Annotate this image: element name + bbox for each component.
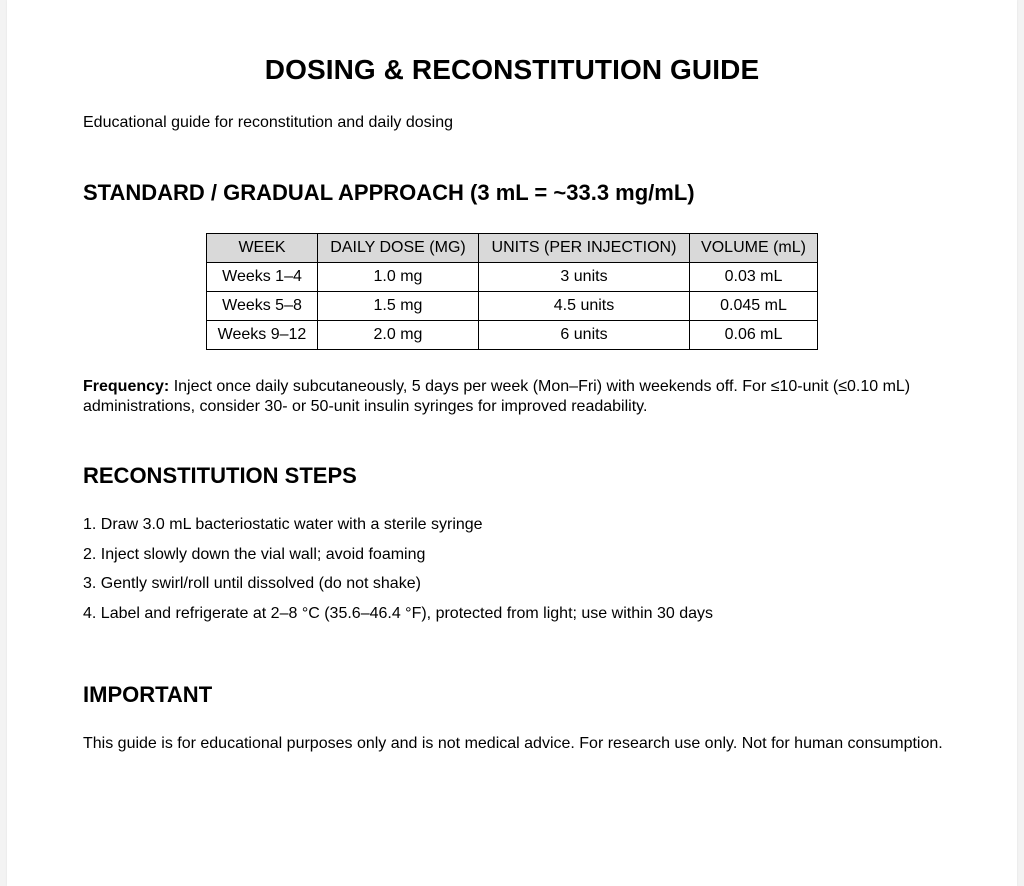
list-item: 4. Label and refrigerate at 2–8 °C (35.6–46.4 °F), protected from light; use within 30 days	[83, 605, 714, 623]
column-header-volume: VOLUME (mL)	[690, 234, 818, 263]
list-item: 2. Inject slowly down the vial wall; avoid foaming	[83, 545, 426, 563]
table-cell-daily-dose: 2.0 mg	[318, 321, 479, 350]
table-cell-units: 6 units	[479, 321, 690, 350]
table-row	[207, 263, 818, 292]
table-cell-week: Weeks 9–12	[207, 321, 318, 350]
document-page	[7, 0, 1017, 886]
table-row	[207, 321, 818, 350]
column-header-units: UNITS (PER INJECTION)	[479, 234, 690, 263]
approach-heading: STANDARD / GRADUAL APPROACH (3 mL = ~33.3 mg/mL)	[83, 180, 695, 205]
page-title: DOSING & RECONSTITUTION GUIDE	[264, 54, 760, 85]
list-item: 3. Gently swirl/roll until dissolved (do not shake)	[83, 575, 421, 593]
column-header-week: WEEK	[207, 234, 318, 263]
table-cell-volume: 0.03 mL	[690, 263, 818, 292]
table-cell-daily-dose: 1.5 mg	[318, 292, 479, 321]
table-cell-units: 4.5 units	[479, 292, 690, 321]
table-cell-units: 3 units	[479, 263, 690, 292]
table-cell-volume: 0.045 mL	[690, 292, 818, 321]
important-paragraph: This guide is for educational purposes only and is not medical advice. For research use only. Not for human consumption.	[83, 735, 943, 752]
column-header-daily-dose: DAILY DOSE (MG)	[318, 234, 479, 263]
table-cell-daily-dose: 1.0 mg	[318, 263, 479, 292]
table-cell-volume: 0.06 mL	[690, 321, 818, 350]
reconstitution-steps-list	[83, 514, 713, 633]
table-cell-week: Weeks 1–4	[207, 263, 318, 292]
page-subtitle: Educational guide for reconstitution and daily dosing	[83, 114, 454, 131]
dosing-table	[206, 233, 818, 350]
important-heading: IMPORTANT	[83, 682, 213, 707]
reconstitution-heading: RECONSTITUTION STEPS	[83, 463, 357, 488]
table-row	[207, 292, 818, 321]
frequency-text: Inject once daily subcutaneously, 5 days per week (Mon–Fri) with weekends off. For ≤10-unit (≤0.10 mL) administrations, consider 30- or 50-unit insulin syringes for improved readability.	[83, 378, 911, 415]
list-item: 1. Draw 3.0 mL bacteriostatic water with a sterile syringe	[83, 516, 483, 533]
table-cell-week: Weeks 5–8	[207, 292, 318, 321]
frequency-paragraph	[83, 377, 963, 417]
table-header-row	[207, 234, 818, 263]
frequency-label: Frequency:	[83, 378, 170, 395]
